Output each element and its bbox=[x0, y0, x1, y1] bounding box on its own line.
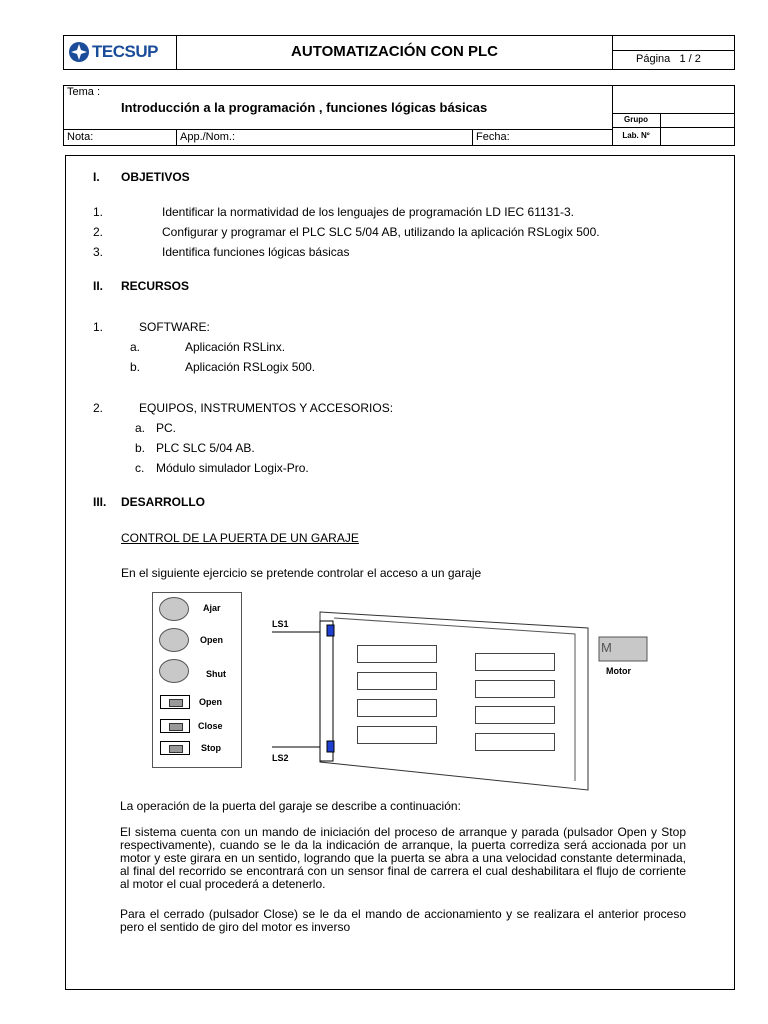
list-num: c. bbox=[135, 461, 145, 475]
subsection-title: CONTROL DE LA PUERTA DE UN GARAJE bbox=[121, 531, 359, 545]
section-title-objetivos: OBJETIVOS bbox=[121, 170, 190, 184]
lab-label: Lab. Nº bbox=[622, 131, 650, 140]
list-num: b. bbox=[135, 441, 146, 455]
page-label-text: Página bbox=[636, 53, 671, 65]
tema-label: Tema : bbox=[67, 86, 101, 98]
operation-heading: La operación de la puerta del garaje se describe a continuación: bbox=[120, 799, 461, 813]
section-num-desarrollo: III. bbox=[93, 495, 107, 509]
close-switch-label: Close bbox=[198, 721, 223, 731]
section-num-recursos: II. bbox=[93, 279, 104, 293]
stop-switch-label: Stop bbox=[201, 743, 221, 753]
tecsup-logo bbox=[68, 40, 172, 64]
nota-label: Nota: bbox=[67, 131, 94, 143]
list-item-text: Aplicación RSLogix 500. bbox=[185, 360, 316, 374]
list-item-text: PC. bbox=[156, 421, 177, 435]
door-slat bbox=[357, 699, 437, 717]
tema-value: Introducción a la programación , funciones lógicas básicas bbox=[121, 100, 488, 115]
door-slat bbox=[475, 680, 555, 698]
section-num-objetivos: I. bbox=[93, 170, 100, 184]
equipos-num: 2. bbox=[93, 401, 104, 415]
ls1-label: LS1 bbox=[272, 619, 289, 629]
intro-paragraph: En el siguiente ejercicio se pretende controlar el acceso a un garaje bbox=[121, 566, 482, 580]
list-num: b. bbox=[130, 360, 141, 374]
list-num: a. bbox=[135, 421, 146, 435]
motor-label: Motor bbox=[606, 666, 631, 676]
list-num: 3. bbox=[93, 245, 104, 259]
fecha-label: Fecha: bbox=[476, 131, 510, 143]
door-slat bbox=[475, 706, 555, 724]
page-label bbox=[636, 53, 701, 65]
list-item-text: Identificar la normatividad de los lenguajes de programación LD IEC 61131-3. bbox=[162, 205, 575, 219]
tecsup-logo-icon bbox=[68, 41, 90, 63]
equipos-title: EQUIPOS, INSTRUMENTOS Y ACCESORIOS: bbox=[139, 401, 394, 415]
list-num: 2. bbox=[93, 225, 104, 239]
list-item-text: Módulo simulador Logix-Pro. bbox=[156, 461, 309, 475]
door-slat bbox=[475, 653, 555, 671]
garage-door-drawing bbox=[150, 590, 660, 795]
section-title-recursos: RECURSOS bbox=[121, 279, 190, 293]
list-item-text: Aplicación RSLinx. bbox=[185, 340, 286, 354]
list-item bbox=[93, 205, 103, 219]
list-item-text: Identifica funciones lógicas básicas bbox=[162, 245, 350, 259]
list-item bbox=[93, 245, 103, 259]
list-num: a. bbox=[130, 340, 141, 354]
list-item-text: Configurar y programar el PLC SLC 5/04 AB, utilizando la aplicación RSLogix 500. bbox=[162, 225, 600, 239]
software-title: SOFTWARE: bbox=[139, 320, 210, 334]
ajar-label: Ajar bbox=[203, 603, 221, 613]
door-slat bbox=[357, 726, 437, 744]
software-num: 1. bbox=[93, 320, 104, 334]
door-slat bbox=[357, 645, 437, 663]
ls2-label: LS2 bbox=[272, 753, 289, 763]
grupo-label: Grupo bbox=[624, 115, 648, 124]
app-nom-label: App./Nom.: bbox=[180, 131, 236, 143]
section-title-desarrollo: DESARROLLO bbox=[121, 495, 205, 509]
page-number: 1 / 2 bbox=[679, 53, 701, 65]
door-slat bbox=[475, 733, 555, 751]
motor-symbol: M bbox=[601, 640, 612, 655]
garage-figure bbox=[150, 590, 660, 795]
description-paragraph: El sistema cuenta con un mando de iniciación del proceso de arranque y parada (pulsador Open y Stop respectivamente), cuando se le da la indicación de arranque, la puerta corrediza será accionada por un motor y este girara en un sentido, logrando que la puerta se abra a una velocidad constante determinada, al final del recorrido se encontrará con un sensor final de carrera el cual deshabilitara el flujo de corriente al motor el cual procederá a detenerlo. bbox=[120, 825, 686, 891]
open-label: Open bbox=[200, 635, 224, 645]
open-switch-label: Open bbox=[199, 697, 223, 707]
document-title: AUTOMATIZACIÓN CON PLC bbox=[291, 43, 498, 60]
logo-text: TECSUP bbox=[92, 42, 158, 61]
list-item bbox=[93, 225, 103, 239]
closing-paragraph: Para el cerrado (pulsador Close) se le da el mando de accionamiento y se realizara el anterior proceso pero el sentido de giro del motor es inverso bbox=[120, 907, 686, 934]
list-item-text: PLC SLC 5/04 AB. bbox=[156, 441, 255, 455]
shut-label: Shut bbox=[206, 669, 226, 679]
door-slat bbox=[357, 672, 437, 690]
list-num: 1. bbox=[93, 205, 104, 219]
